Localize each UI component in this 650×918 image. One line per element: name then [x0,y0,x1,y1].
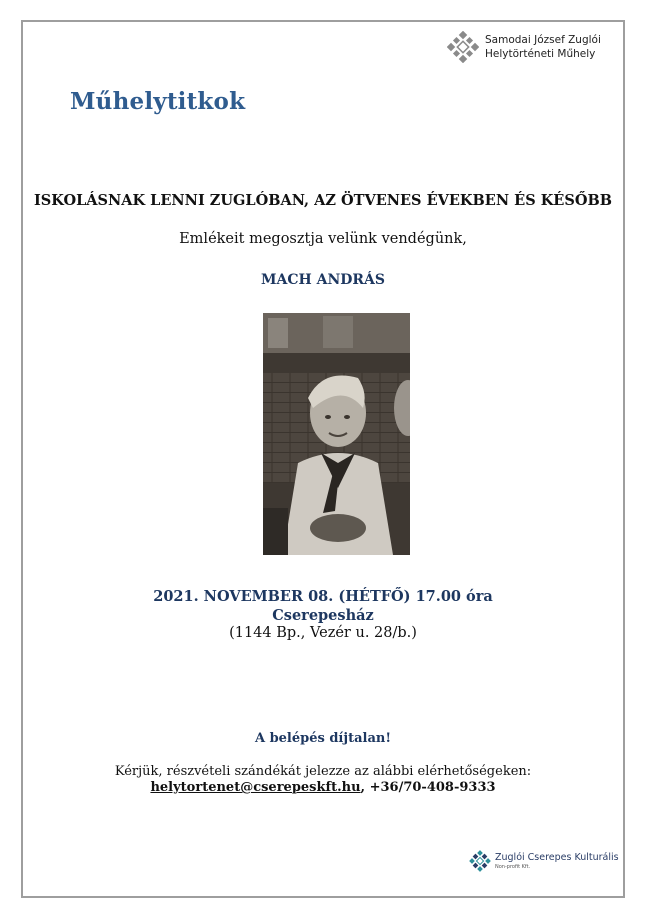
free-entry-note: A belépés díjtalan! [254,731,392,746]
event-headline: ISKOLÁSNAK LENNI ZUGLÓBAN, AZ ÖTVENES ÉVEKBEN ÉS KÉSŐBB [34,192,612,209]
event-address: (1144 Bp., Vezér u. 28/b.) [229,625,417,641]
samodai-logo-line2: Helytörténeti Műhely [485,48,596,60]
guest-photo-image [263,313,410,555]
event-date-time: 2021. NOVEMBER 08. (HÉTFŐ) 17.00 óra [153,588,493,605]
samodai-logo-icon [447,31,479,63]
page-title: Műhelytitkok [70,88,246,115]
cserepes-logo [469,850,619,872]
contact-line [21,780,625,795]
event-venue: Cserepesház [272,607,374,624]
samodai-logo-line1: Samodai József Zuglói [485,34,601,46]
rsvp-request: Kérjük, részvételi szándékát jelezze az alábbi elérhetőségeken: [114,764,532,779]
guest-name: MACH ANDRÁS [260,272,385,288]
contact-phone: , +36/70-408-9333 [360,780,496,795]
cserepes-logo-icon [469,850,491,872]
guest-photo [263,313,410,555]
contact-email-link[interactable]: helytortenet@cserepeskft.hu [150,780,361,795]
cserepes-logo-line1: Zuglói Cserepes Kulturális [495,851,619,863]
event-intro: Emlékeit megosztja velünk vendégünk, [179,231,467,247]
samodai-logo [447,31,601,63]
cserepes-logo-line2: Non-profit Kft. [495,863,531,870]
